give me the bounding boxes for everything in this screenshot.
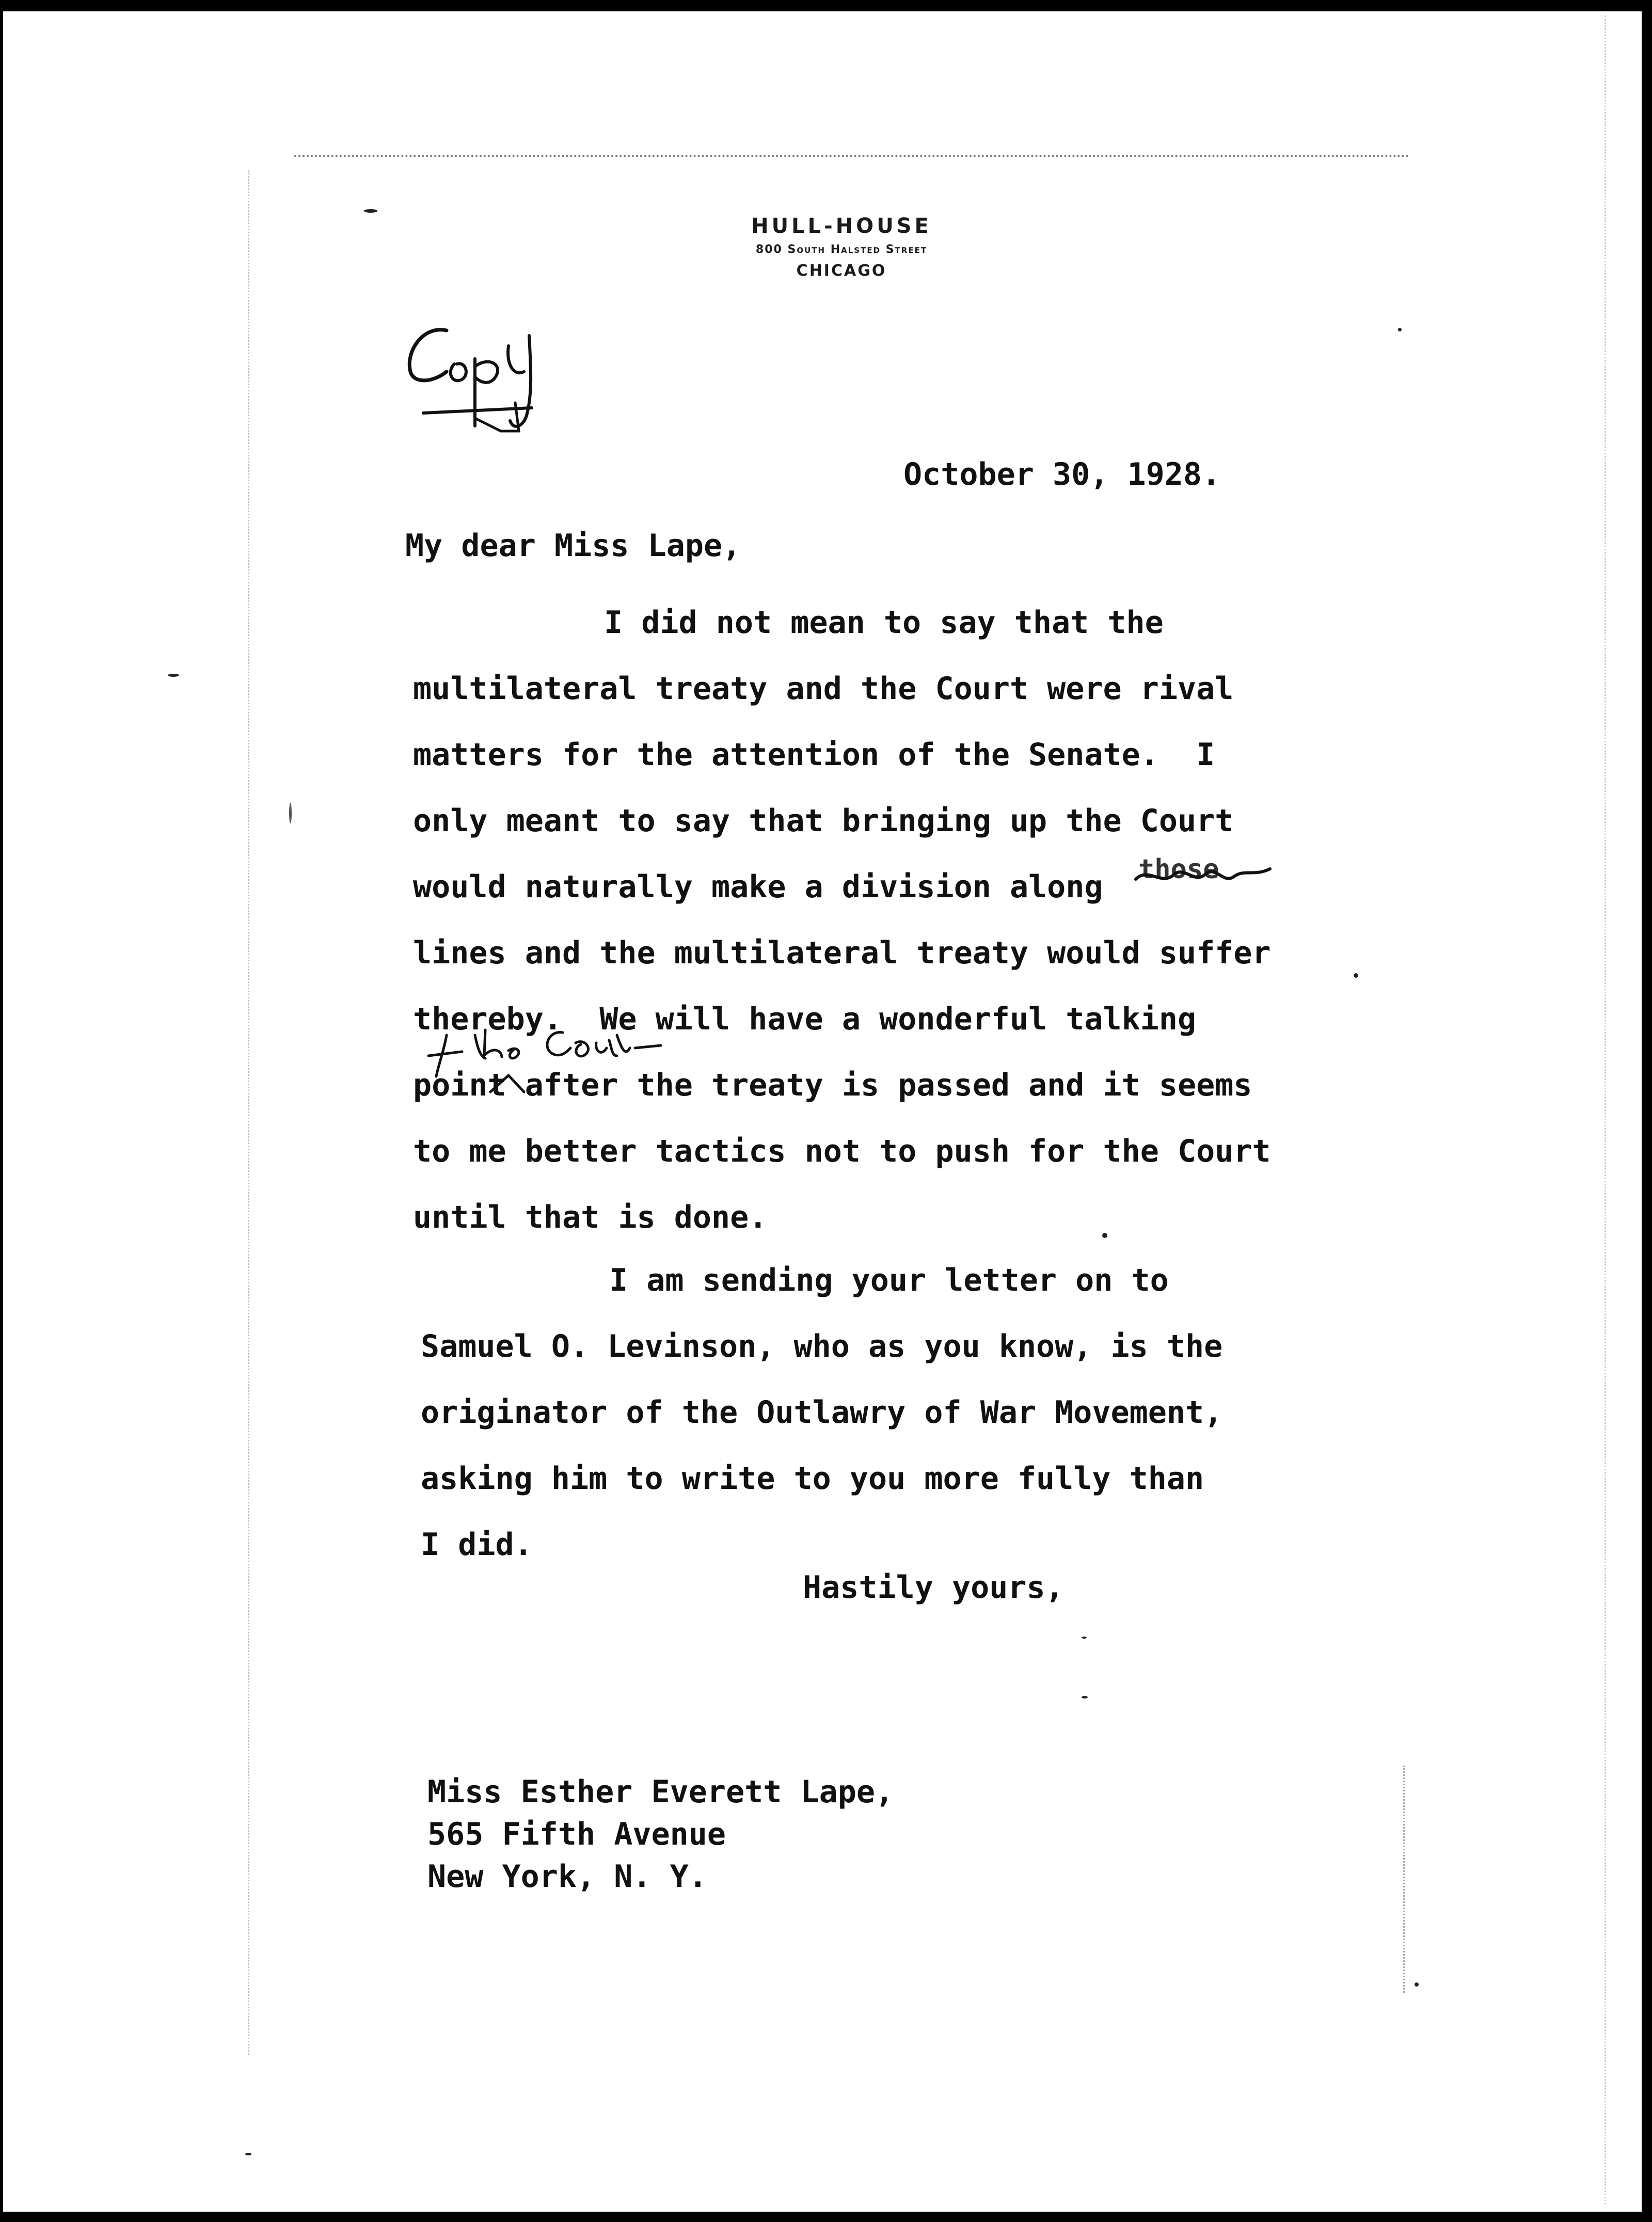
letterhead-street: 800 South Halsted Street [755,243,928,256]
scan-speck [1354,973,1358,978]
body-line: point after the treaty is passed and it seems [413,1067,1252,1103]
scan-speck [1082,1637,1087,1639]
scan-speck [245,2153,251,2155]
scan-speck [289,803,292,823]
scan-border-left [0,0,3,2222]
body-line: asking him to write to you more fully than [421,1461,1204,1497]
body-line: I did. [421,1527,533,1563]
strike-through-scribble [1133,861,1273,892]
body-line: lines and the multilateral treaty would suffer [413,935,1271,971]
body-line: originator of the Outlawry of War Movement, [421,1394,1223,1431]
scan-border-top [0,0,1652,11]
scan-speck [364,209,377,213]
body-line: to me better tactics not to push for the Court [413,1133,1271,1169]
paper-edge-left [248,170,249,2055]
body-line: matters for the attention of the Senate. I [413,737,1215,773]
recipient-city: New York, N. Y. [427,1859,707,1895]
handwritten-copy-mark [398,315,563,459]
struck-word: those [1138,854,1219,885]
scan-speck [1415,1982,1419,1987]
body-line: Samuel O. Levinson, who as you know, is the [421,1328,1223,1364]
paper-edge-right [1403,1766,1405,1993]
body-line: only meant to say that bringing up the Court [413,803,1234,839]
scan-edge-right [1605,15,1606,2204]
body-line: thereby. We will have a wonderful talking [413,1001,1197,1037]
recipient-name: Miss Esther Everett Lape, [427,1774,894,1810]
scan-speck [1102,1233,1107,1238]
scan-speck [1398,328,1402,331]
letter-date: October 30, 1928. [903,456,1221,493]
letterhead-city: CHICAGO [796,262,887,280]
recipient-street: 565 Fifth Avenue [427,1816,726,1852]
paper-edge-top [294,155,1409,157]
scan-speck [1082,1696,1088,1699]
letterhead-name: HULL-HOUSE [751,214,932,238]
scan-border-right [1642,0,1652,2222]
letterhead [650,212,1032,283]
body-line: I did not mean to say that the [604,605,1164,641]
closing: Hastily yours, [803,1569,1064,1606]
scan-speck [168,674,179,677]
body-line: would naturally make a division along [413,869,1103,905]
body-line: I am sending your letter on to [609,1262,1169,1298]
body-line: multilateral treaty and the Court were rival [413,671,1234,707]
body-line: until that is done. [413,1199,768,1235]
scan-border-bottom [0,2212,1652,2222]
salutation: My dear Miss Lape, [405,528,741,564]
